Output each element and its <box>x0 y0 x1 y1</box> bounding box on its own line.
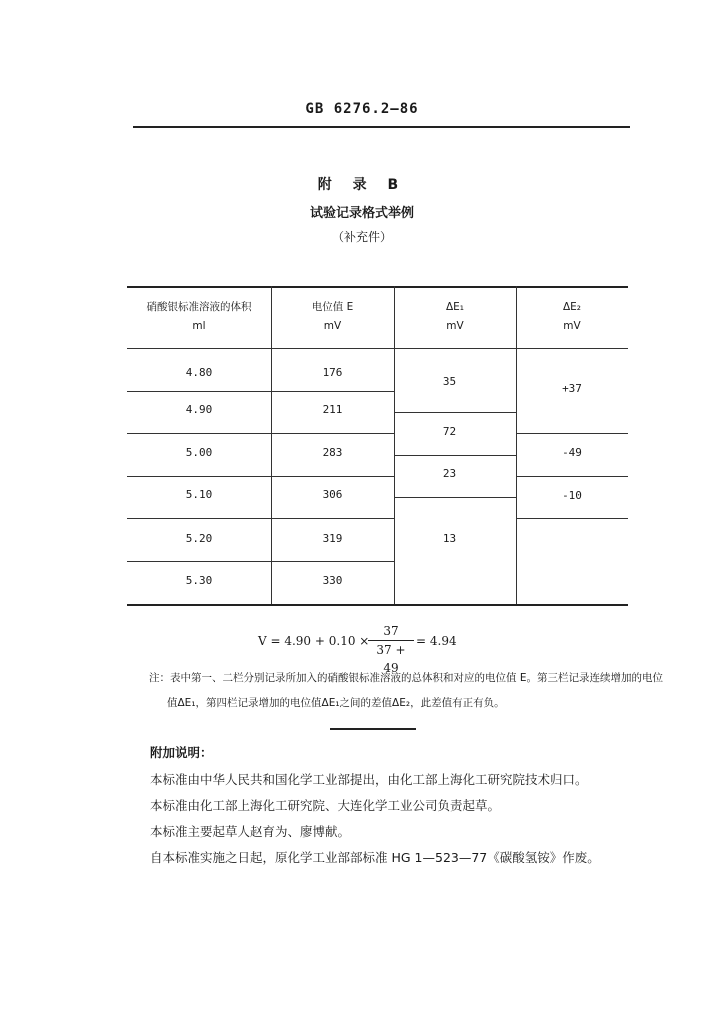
volume-cell: 5.30 <box>185 574 213 587</box>
delta-e1-cell: 23 <box>442 467 457 480</box>
potential-cell: 319 <box>322 532 343 545</box>
volume-cell: 5.20 <box>185 532 213 545</box>
delta-e1-cell: 13 <box>442 532 457 545</box>
appendix-title: 附 录 B <box>317 177 407 193</box>
header-volume-unit: ml <box>192 320 206 332</box>
header-volume <box>127 298 271 336</box>
formula-rhs: = 4.94 <box>416 634 457 648</box>
appendix-subtitle: 试验记录格式举例 <box>309 206 414 221</box>
potential-cell: 211 <box>322 403 343 416</box>
header-delta-e1-label: ΔE₁ <box>445 301 465 313</box>
delta-e1-cell: 35 <box>442 375 457 388</box>
delta-e2-rule <box>516 433 628 434</box>
header-delta-e2 <box>516 298 628 336</box>
delta-e2-cell: -10 <box>562 489 582 502</box>
header-delta-e2-label: ΔE₂ <box>562 301 582 313</box>
additional-line: 自本标准实施之日起，原化学工业部部标准 HG 1—523—77《碳酸氢铵》作废。 <box>150 850 600 865</box>
appendix-type: （补充件） <box>331 230 392 244</box>
delta-e2-rule <box>516 518 628 519</box>
table-bottom-rule <box>127 604 628 606</box>
table-top-rule <box>127 286 628 288</box>
row-rule <box>127 391 394 392</box>
delta-e2-cell: -49 <box>562 446 582 459</box>
delta-e1-rule <box>394 497 516 498</box>
formula-denominator: 37 + 49 <box>376 643 406 675</box>
header-delta-e2-unit: mV <box>563 320 581 332</box>
additional-line: 本标准由中华人民共和国化学工业部提出，由化工部上海化工研究院技术归口。 <box>150 772 588 787</box>
table-header-rule <box>127 348 628 349</box>
header-delta-e1 <box>394 298 516 336</box>
potential-cell: 330 <box>322 574 343 587</box>
header-potential <box>271 298 394 336</box>
row-rule <box>127 518 394 519</box>
delta-e2-cell: +37 <box>562 382 582 395</box>
delta-e1-rule <box>394 412 516 413</box>
additional-line: 本标准由化工部上海化工研究院、大连化学工业公司负责起草。 <box>150 798 501 813</box>
note-line: 值ΔE₁，第四栏记录增加的电位值ΔE₁之间的差值ΔE₂，此差值有正有负。 <box>167 697 505 709</box>
row-rule <box>127 561 394 562</box>
header-potential-label: 电位值 E <box>311 301 354 313</box>
delta-e2-rule <box>516 476 628 477</box>
header-potential-unit: mV <box>323 320 342 332</box>
formula <box>258 622 478 675</box>
delta-e1-rule <box>394 455 516 456</box>
header-volume-label: 硝酸银标准溶液的体积 <box>146 301 252 313</box>
standard-number: GB 6276.2—86 <box>305 101 419 117</box>
row-rule <box>127 476 394 477</box>
potential-cell: 176 <box>322 366 343 379</box>
volume-cell: 4.80 <box>185 366 213 379</box>
separator-rule <box>330 728 416 730</box>
potential-cell: 283 <box>322 446 343 459</box>
additional-heading: 附加说明： <box>150 745 213 760</box>
additional-line: 本标准主要起草人赵育为、廖博献。 <box>150 824 351 839</box>
header-rule <box>133 126 630 128</box>
note-line: 注：表中第一、二栏分别记录所加入的硝酸银标准溶液的总体积和对应的电位值 E。第三栏记录连续增加的电位 <box>149 672 663 684</box>
delta-e1-cell: 72 <box>442 425 457 438</box>
formula-lhs: V = 4.90 + 0.10 × <box>258 634 370 648</box>
row-rule <box>127 433 394 434</box>
potential-cell: 306 <box>322 488 343 501</box>
formula-fraction <box>368 622 414 677</box>
formula-numerator: 37 <box>368 622 414 641</box>
volume-cell: 5.00 <box>185 446 213 459</box>
volume-cell: 5.10 <box>185 488 213 501</box>
volume-cell: 4.90 <box>185 403 213 416</box>
header-delta-e1-unit: mV <box>446 320 464 332</box>
